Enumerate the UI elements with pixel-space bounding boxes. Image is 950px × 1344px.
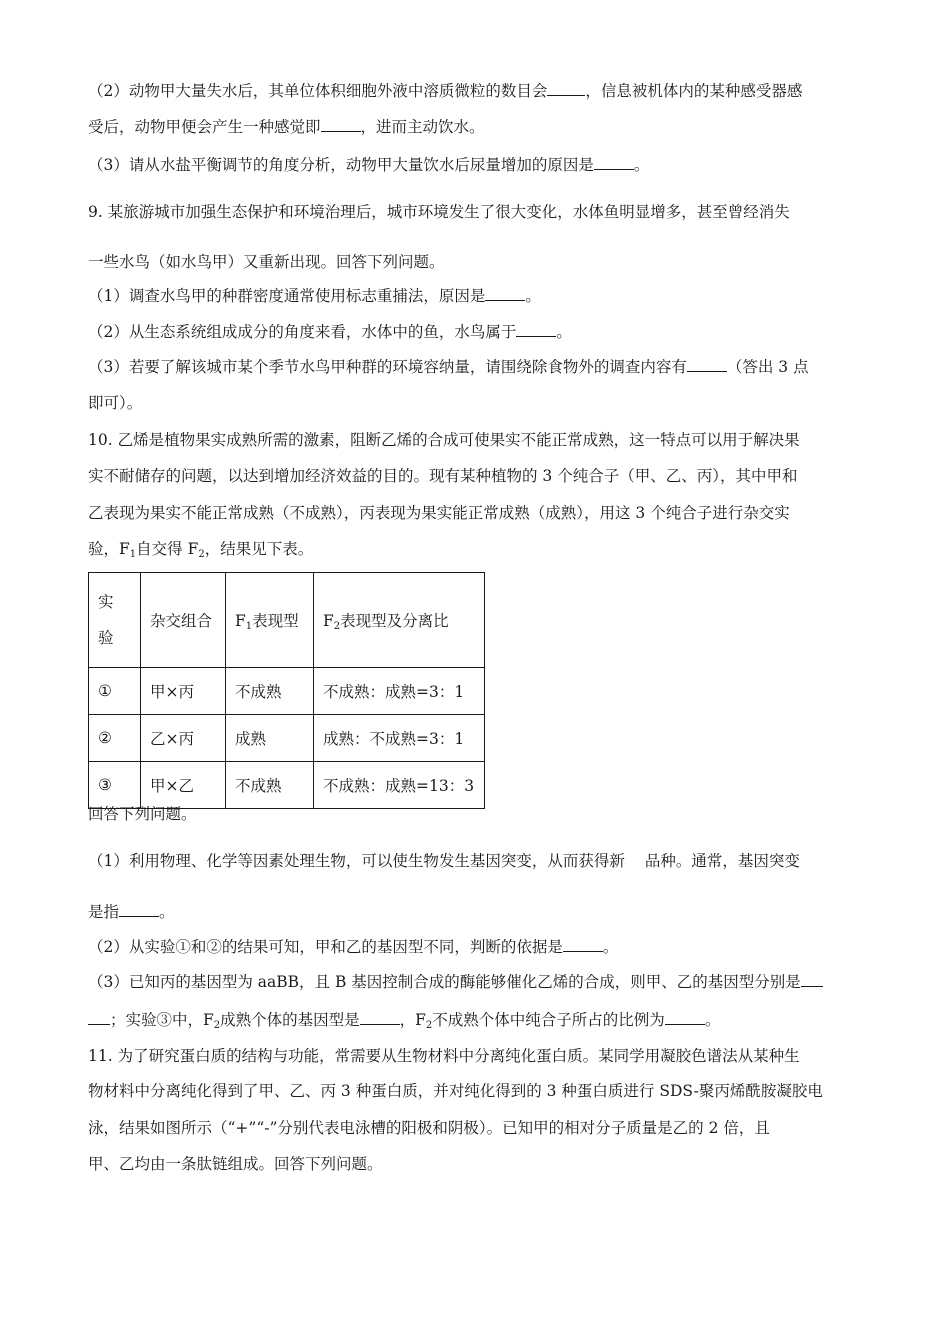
q10-part1-line1 xyxy=(88,851,800,871)
answer-blank[interactable] xyxy=(88,1010,110,1025)
subscript: 2 xyxy=(425,1020,433,1031)
q10-part3-text: 不成熟个体中纯合子所占的比例为 xyxy=(432,1011,665,1029)
q10-stem-text: ，结果见下表。 xyxy=(204,540,314,558)
q10-part2-text: 。 xyxy=(602,938,619,956)
q9-part2-text: 。 xyxy=(556,323,572,341)
table-row xyxy=(89,715,485,762)
header-text: 表现型及分离比 xyxy=(340,612,449,630)
results-table xyxy=(88,572,485,809)
header-text: F xyxy=(235,612,246,630)
table-cell: 不成熟：成熟=3：1 xyxy=(314,668,485,715)
subscript: 2 xyxy=(333,621,341,632)
q9-part2-line xyxy=(88,322,572,342)
q9-part3-line1 xyxy=(88,357,809,377)
table-cell: 不成熟：成熟=13：3 xyxy=(314,762,485,809)
table-cell: 不成熟 xyxy=(226,668,314,715)
q10-part1-text: 是指 xyxy=(88,903,120,921)
q10-part1-text: 品种。通常，基因突变 xyxy=(644,852,800,870)
q8-part2-text: 受后，动物甲便会产生一种感觉即 xyxy=(88,118,321,136)
table-cell: 成熟：不成熟=3：1 xyxy=(314,715,485,762)
table-cell: ② xyxy=(89,715,141,762)
q10-part2-text: （2）从实验①和②的结果可知，甲和乙的基因型不同，判断的依据是 xyxy=(88,938,563,956)
q8-part2-text: ，进而主动饮水。 xyxy=(360,118,485,136)
q9-part1-text: 。 xyxy=(525,287,541,305)
q10-stem-line3: 乙表现为果实不能正常成熟（不成熟），丙表现为果实能正常成熟（成熟），用这 3 个纯合子进行杂交实 xyxy=(88,504,790,522)
table-cell: 不成熟 xyxy=(226,762,314,809)
table-cell: 甲×乙 xyxy=(141,762,226,809)
q9-part3-text: （答出 3 点 xyxy=(726,358,809,376)
q9-part3-line2: 即可）。 xyxy=(88,394,143,412)
q10-part3-text: ；实验③中，F xyxy=(110,1011,214,1029)
answer-blank[interactable] xyxy=(665,1010,705,1025)
header-f1-phenotype xyxy=(226,573,314,668)
q11-stem-line3: 泳，结果如图所示（“+”“-”分别代表电泳槽的阳极和阴极）。已知甲的相对分子质量是乙的 2 倍，且 xyxy=(88,1119,770,1137)
q10-part3-text: （3）已知丙的基因型为 aaBB，且 B 基因控制合成的酶能够催化乙烯的合成，则甲、乙的基因型分别是 xyxy=(88,973,801,991)
q10-part1-line2 xyxy=(88,902,175,922)
q9-stem-line1: 9. 某旅游城市加强生态保护和环境治理后，城市环境发生了很大变化，水体鱼明显增多，甚至曾经消失 xyxy=(88,203,790,221)
q10-stem-line2: 实不耐储存的问题，以达到增加经济效益的目的。现有某种植物的 3 个纯合子（甲、乙、丙），其中甲和 xyxy=(88,467,798,485)
subscript: 1 xyxy=(129,549,137,560)
answer-blank[interactable] xyxy=(360,1010,400,1025)
q10-stem-text: 验，F xyxy=(88,540,130,558)
answer-blank[interactable] xyxy=(321,117,361,132)
q9-part1-line xyxy=(88,286,541,306)
q10-stem-text: 自交得 F xyxy=(136,540,199,558)
q10-stem-line1: 10. 乙烯是植物果实成熟所需的激素，阻断乙烯的合成可使果实不能正常成熟，这一特点可以用于解决果 xyxy=(88,431,800,449)
table-row xyxy=(89,762,485,809)
q8-part3-text: （3）请从水盐平衡调节的角度分析，动物甲大量饮水后尿量增加的原因是 xyxy=(88,156,594,174)
table-cell: ① xyxy=(89,668,141,715)
q10-part1-text: 。 xyxy=(159,903,175,921)
q9-part2-text: （2）从生态系统组成成分的角度来看，水体中的鱼，水鸟属于 xyxy=(88,323,517,341)
header-text: 验 xyxy=(98,629,114,647)
q10-part3-line2 xyxy=(88,1010,720,1030)
q11-stem-line2: 物材料中分离纯化得到了甲、乙、丙 3 种蛋白质，并对纯化得到的 3 种蛋白质进行 SDS-聚丙烯酰胺凝胶电 xyxy=(88,1082,823,1100)
answer-blank[interactable] xyxy=(563,937,603,952)
q8-part2-line1 xyxy=(88,81,802,101)
table-cell: ③ xyxy=(89,762,141,809)
q9-part3-text: （3）若要了解该城市某个季节水鸟甲种群的环境容纳量，请围绕除食物外的调查内容有 xyxy=(88,358,687,376)
table-cell: 成熟 xyxy=(226,715,314,762)
header-text: 实 xyxy=(98,593,114,611)
answer-blank[interactable] xyxy=(485,286,525,301)
subscript: 2 xyxy=(213,1020,221,1031)
q10-part3-text: ，F xyxy=(399,1011,426,1029)
subscript: 1 xyxy=(245,621,253,632)
q10-stem-line4 xyxy=(88,539,313,559)
table-row xyxy=(89,668,485,715)
q10-part3-line1 xyxy=(88,972,823,992)
table-cell: 乙×丙 xyxy=(141,715,226,762)
table-header-row xyxy=(89,573,485,668)
subscript: 2 xyxy=(198,549,205,560)
q11-stem-line1: 11. 为了研究蛋白质的结构与功能，常需要从生物材料中分离纯化蛋白质。某同学用凝胶色谱法从某种生 xyxy=(88,1047,800,1065)
header-f2-phenotype-ratio xyxy=(314,573,485,668)
q8-part3-line xyxy=(88,155,649,175)
q8-part2-text: ，信息被机体内的某种感受器感 xyxy=(585,82,803,100)
answer-blank[interactable] xyxy=(547,81,585,96)
answer-blank[interactable] xyxy=(801,972,823,987)
answer-blank[interactable] xyxy=(687,357,727,372)
q8-part3-text: 。 xyxy=(633,156,650,174)
answer-blank[interactable] xyxy=(119,902,159,917)
header-text: F xyxy=(323,612,334,630)
q9-part1-text: （1）调查水鸟甲的种群密度通常使用标志重捕法，原因是 xyxy=(88,287,486,305)
q10-part3-text: 成熟个体的基因型是 xyxy=(220,1011,360,1029)
header-text: 表现型 xyxy=(252,612,299,630)
q10-part2-line xyxy=(88,937,618,957)
q10-part3-text: 。 xyxy=(704,1011,721,1029)
header-cross: 杂交组合 xyxy=(141,573,226,668)
q10-after-table: 回答下列问题。 xyxy=(88,805,197,823)
table-cell: 甲×丙 xyxy=(141,668,226,715)
q9-stem-line2: 一些水鸟（如水鸟甲）又重新出现。回答下列问题。 xyxy=(88,253,445,271)
q11-stem-line4: 甲、乙均由一条肽链组成。回答下列问题。 xyxy=(88,1155,383,1173)
q8-part2-line2 xyxy=(88,117,485,137)
answer-blank[interactable] xyxy=(516,322,556,337)
q8-part2-text: （2）动物甲大量失水后，其单位体积细胞外液中溶质微粒的数目会 xyxy=(88,82,548,100)
q10-part1-text: （1）利用物理、化学等因素处理生物，可以使生物发生基因突变，从而获得新 xyxy=(88,852,625,870)
answer-blank[interactable] xyxy=(594,155,634,170)
header-experiment xyxy=(89,573,141,668)
